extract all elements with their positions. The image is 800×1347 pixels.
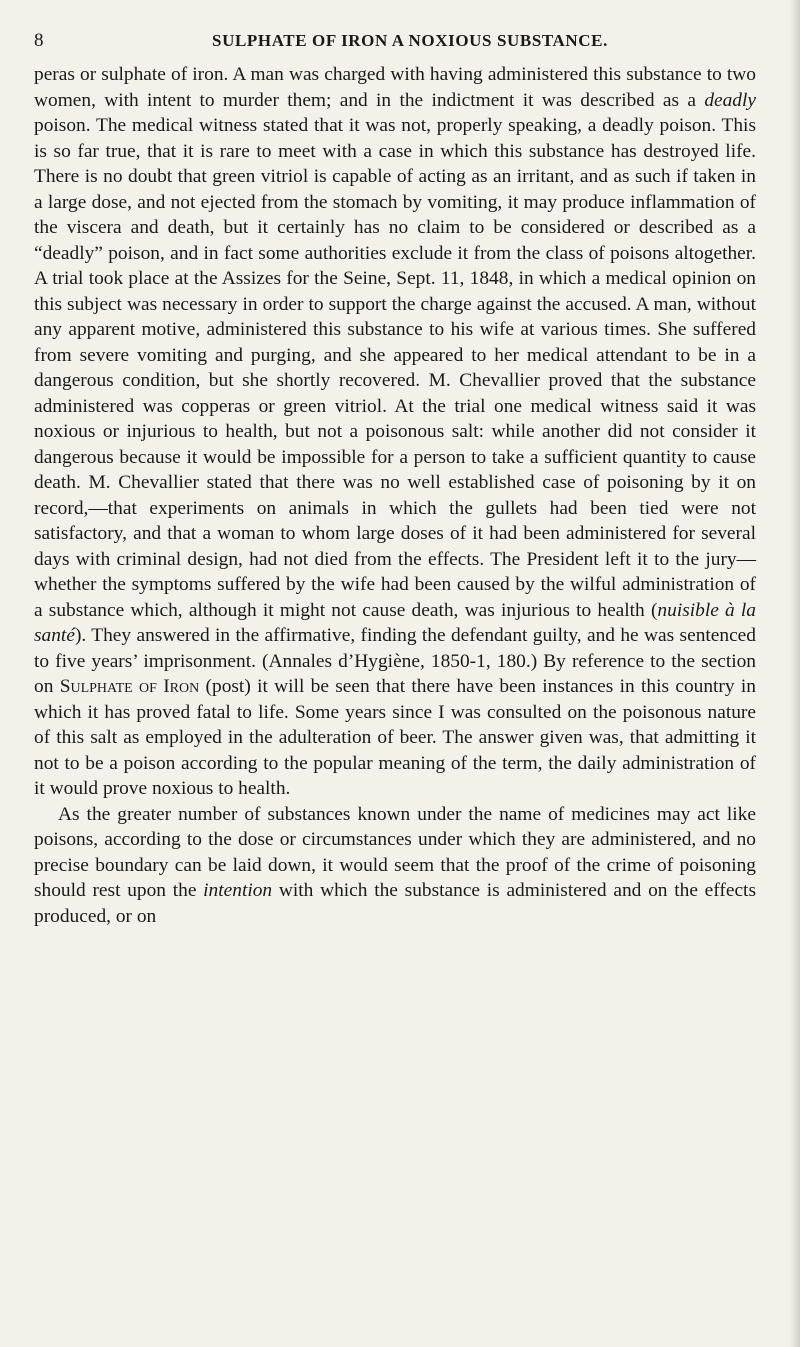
text-segment: (post) it will be seen that there have been instances in this country in which it has proved fatal to life. Some years since I was consulted on the poisonous nature of this salt as employed in the adulteration of beer. The answer given was, that admitting it not to be a poison according to the popular meaning of the term, the daily administration of it would prove noxious to health.	[34, 676, 756, 799]
paragraph-1	[34, 62, 756, 802]
page-number: 8	[34, 30, 45, 51]
text-segment: ). They answered in the affirmative, finding the defendant guilty, and he was sentenced to five years’ imprisonment. (Annales d’Hygiène, 1850-1, 180.) By reference to the section on	[34, 625, 756, 697]
text-segment: with which the substance is administered and on the effects produced, or on	[34, 880, 756, 927]
italic-term: intention	[203, 880, 273, 901]
italic-term: nuisible à la santé	[34, 599, 757, 646]
body-text	[34, 62, 756, 929]
running-title: SULPHATE OF IRON A NOXIOUS SUBSTANCE.	[212, 31, 608, 50]
text-segment: As the greater number of substances known under the name of medicines may act like poisons, according to the dose or circumstances under which they are administered, and no precise boundary can be laid down, it would seem that the proof of the crime of poisoning should rest upon the	[34, 803, 756, 901]
italic-term: deadly	[704, 89, 756, 111]
running-head	[34, 30, 756, 54]
text-segment: poison. The medical witness stated that it was not, properly speaking, a deadly poison. This is so far true, that it is rare to meet with a case in which this substance has destroyed life. There is no doubt that green vitriol is capable of acting as an irritant, and as such if taken in a large dose, and not ejected from the stomach by vomiting, it may produce inflammation of the viscera and death, but it certainly has no claim to be considered or described as a “deadly” poison, and in fact some authorities exclude it from the class of poisons altogether. A trial took place at the Assizes for the Seine, Sept. 11, 1848, in which a medical opinion on this subject was necessary in order to support the charge against the accused. A man, without any apparent motive, administered this substance to his wife at various times. She suffered from severe vomiting and purging, and she appeared to her medical attendant to be in a dangerous condition, but she shortly recovered. M. Chevallier proved that the substance administered was copperas or green vitriol. At the trial one medical witness said it was noxious or injurious to health, but not a poisonous salt: while another did not consider it dangerous because it would be impossible for a person to take a sufficient quantity to cause death. M. Chevallier stated that there was no well established case of poisoning by it on record,—that experiments on animals in which the gullets had been tied were not satisfactory, and that a woman to whom large doses of it had been administered for several days with criminal design, had not died from the effects. The President left it to the jury—whether the symptoms suffered by the wife had been caused by the wilful administration of a substance which, although it might not cause death, was injurious to health (	[34, 115, 756, 621]
section-reference: Sulphate of Iron	[59, 676, 200, 697]
paragraph-2	[34, 802, 756, 930]
page-edge-shadow	[790, 0, 800, 1347]
text-segment: peras or sulphate of iron. A man was charged with having administered this substance to two women, with intent to murder them; and in the indictment it was described as a	[34, 64, 756, 111]
